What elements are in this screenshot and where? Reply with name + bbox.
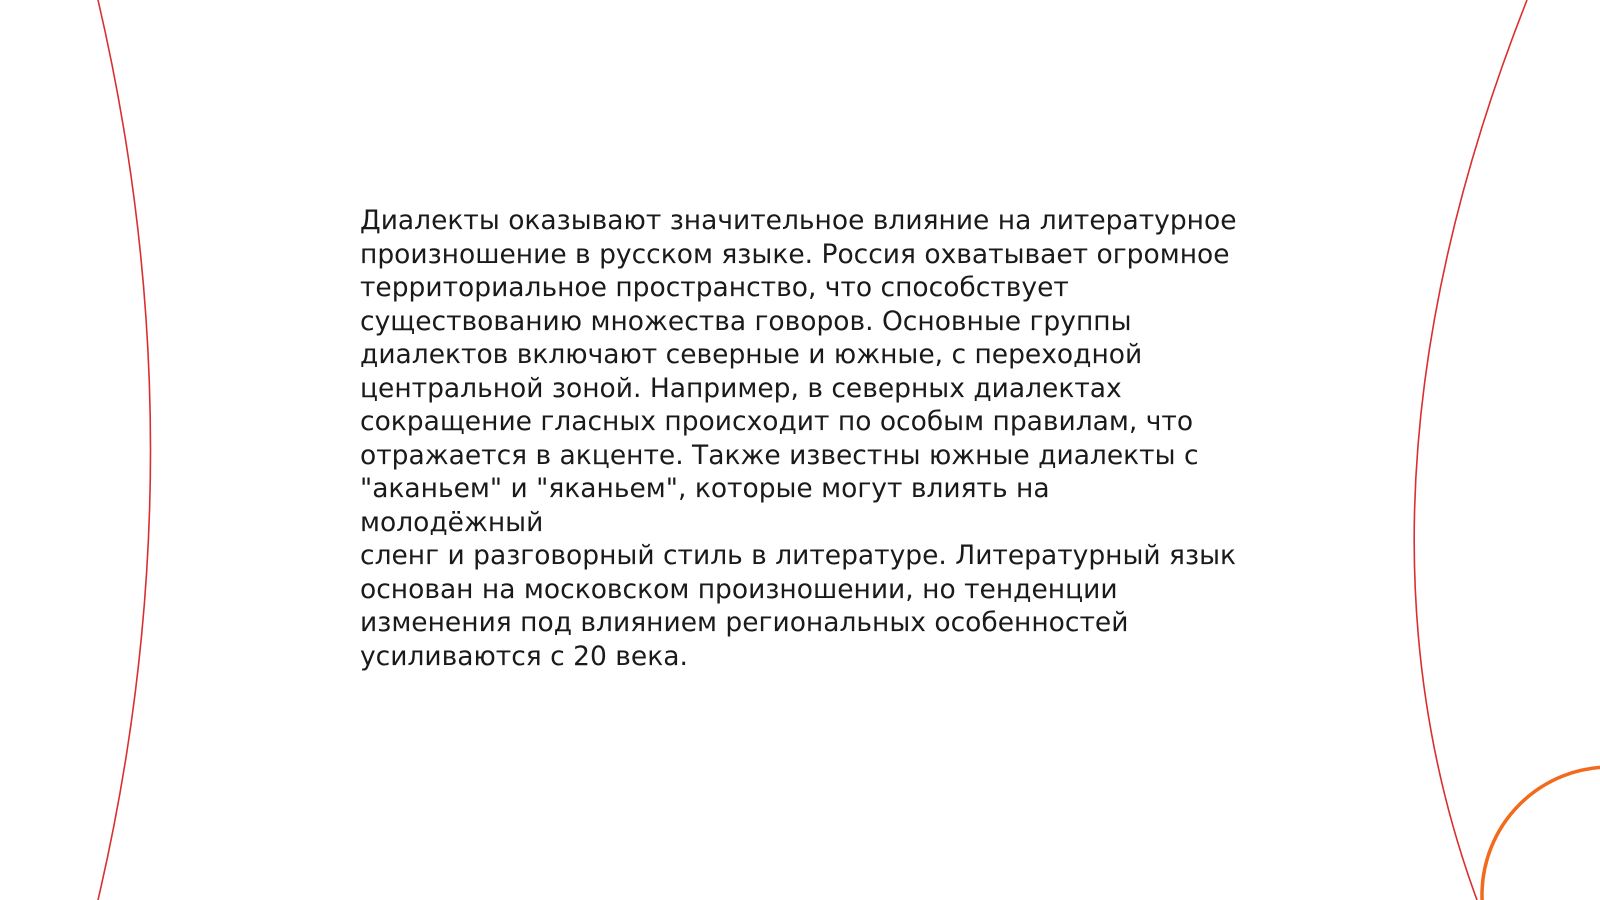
left-curve-line (98, 0, 151, 900)
right-curve-line (1414, 0, 1527, 900)
body-text: Диалекты оказывают значительное влияние на литературное произношение в русском языке. Россия охватывает огромное территориальное пространство, что способствует существованию множества говоров. Основные группы диалектов включают северные и южные, с переходной центральной зоной. Например, в северных диалектах сокращение гласных происходит по особым правилам, что отражается в акценте. Также известны южные диалекты с "аканьем" и "яканьем", которые могут влиять на молодёжный сленг и разговорный стиль в литературе. Литературный язык основан на московском произношении, но тенденции изменения под влиянием региональных особенностей усиливаются с 20 века. (360, 205, 1237, 672)
accent-arc (1482, 767, 1600, 900)
